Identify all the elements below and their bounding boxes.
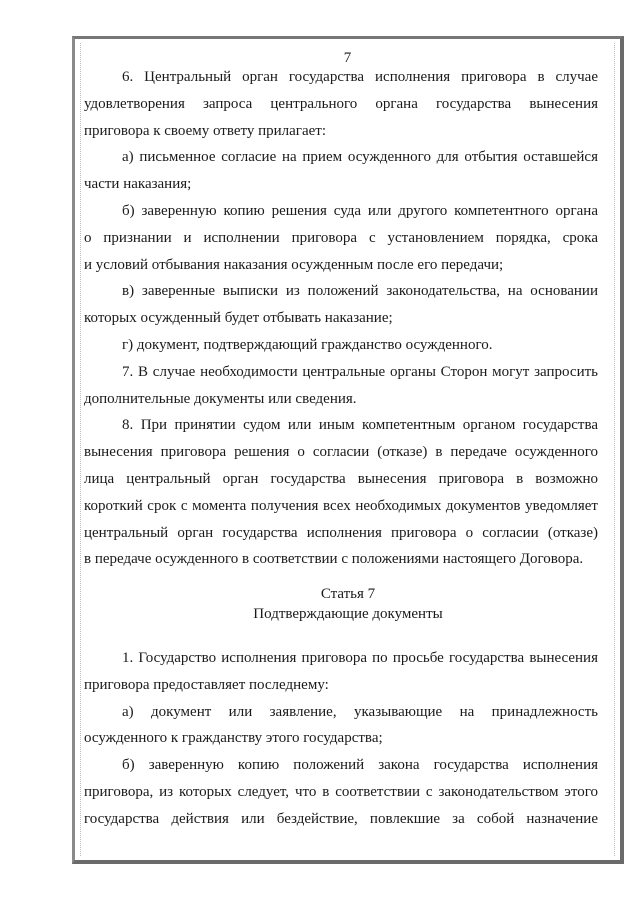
paragraph-line: 6. Центральный орган государства исполнения приговора в случае xyxy=(122,69,598,85)
paragraph-line: о признании и исполнении приговора с установлением порядка, срока xyxy=(84,229,598,246)
paragraph-line: части наказания; xyxy=(84,176,192,193)
article-number: Статья 7 xyxy=(320,586,376,602)
paragraph-line: которых осужденный будет отбывать наказание; xyxy=(84,310,393,327)
paragraph-line: короткий срок с момента получения всех необходимых документов уведомляет xyxy=(84,497,598,514)
paragraph-line: 7. В случае необходимости центральные органы Сторон могут запросить xyxy=(122,363,598,380)
paragraph-line: и условий отбывания наказания осужденным после его передачи; xyxy=(84,256,504,273)
text-block-article-7 xyxy=(84,645,598,833)
paragraph-line: центральный орган государства исполнения приговора о согласии (отказе) xyxy=(84,524,598,541)
paragraph-line: удовлетворения запроса центрального органа государства вынесения xyxy=(84,95,598,112)
paragraph-line: а) письменное согласие на прием осужденного для отбытия оставшейся xyxy=(122,149,598,166)
paragraph-line: дополнительные документы или сведения. xyxy=(84,390,357,407)
paragraph-line: 1. Государство исполнения приговора по просьбе государства вынесения xyxy=(122,650,598,666)
paragraph-line: лица центральный орган государства вынесения приговора в возможно xyxy=(84,470,598,487)
paragraph-line: 8. При принятии судом или иным компетентным органом государства xyxy=(122,417,598,434)
paragraph-line: в) заверенные выписки из положений законодательства, на основании xyxy=(122,283,598,300)
paragraph-line: вынесения приговора решения о согласии (отказе) в передаче осужденного xyxy=(84,444,598,461)
paragraph-line: б) заверенную копию решения суда или другого компетентного органа xyxy=(122,202,598,219)
paragraph-line: приговора предоставляет последнему: xyxy=(84,676,329,693)
text-block-paragraphs-6-8 xyxy=(84,64,598,573)
paragraph-line: осужденного к гражданству этого государства; xyxy=(84,730,383,747)
paragraph-line: приговора, из которых следует, что в соответствии с законодательством этого xyxy=(84,783,598,800)
paragraph-line: приговора к своему ответу прилагает: xyxy=(84,122,326,139)
paragraph-line: государства действия или бездействие, повлекшие за собой назначение xyxy=(84,810,598,827)
paragraph-line: г) документ, подтверждающий гражданство осужденного. xyxy=(122,336,493,353)
paragraph-line: а) документ или заявление, указывающие на принадлежность xyxy=(122,703,598,720)
paragraph-line: в передаче осужденного в соответствии с положениями настоящего Договора. xyxy=(84,551,584,568)
paragraph-line: б) заверенную копию положений закона государства исполнения xyxy=(122,757,598,774)
page-number: 7 xyxy=(343,50,352,66)
article-title: Подтверждающие документы xyxy=(253,606,443,622)
